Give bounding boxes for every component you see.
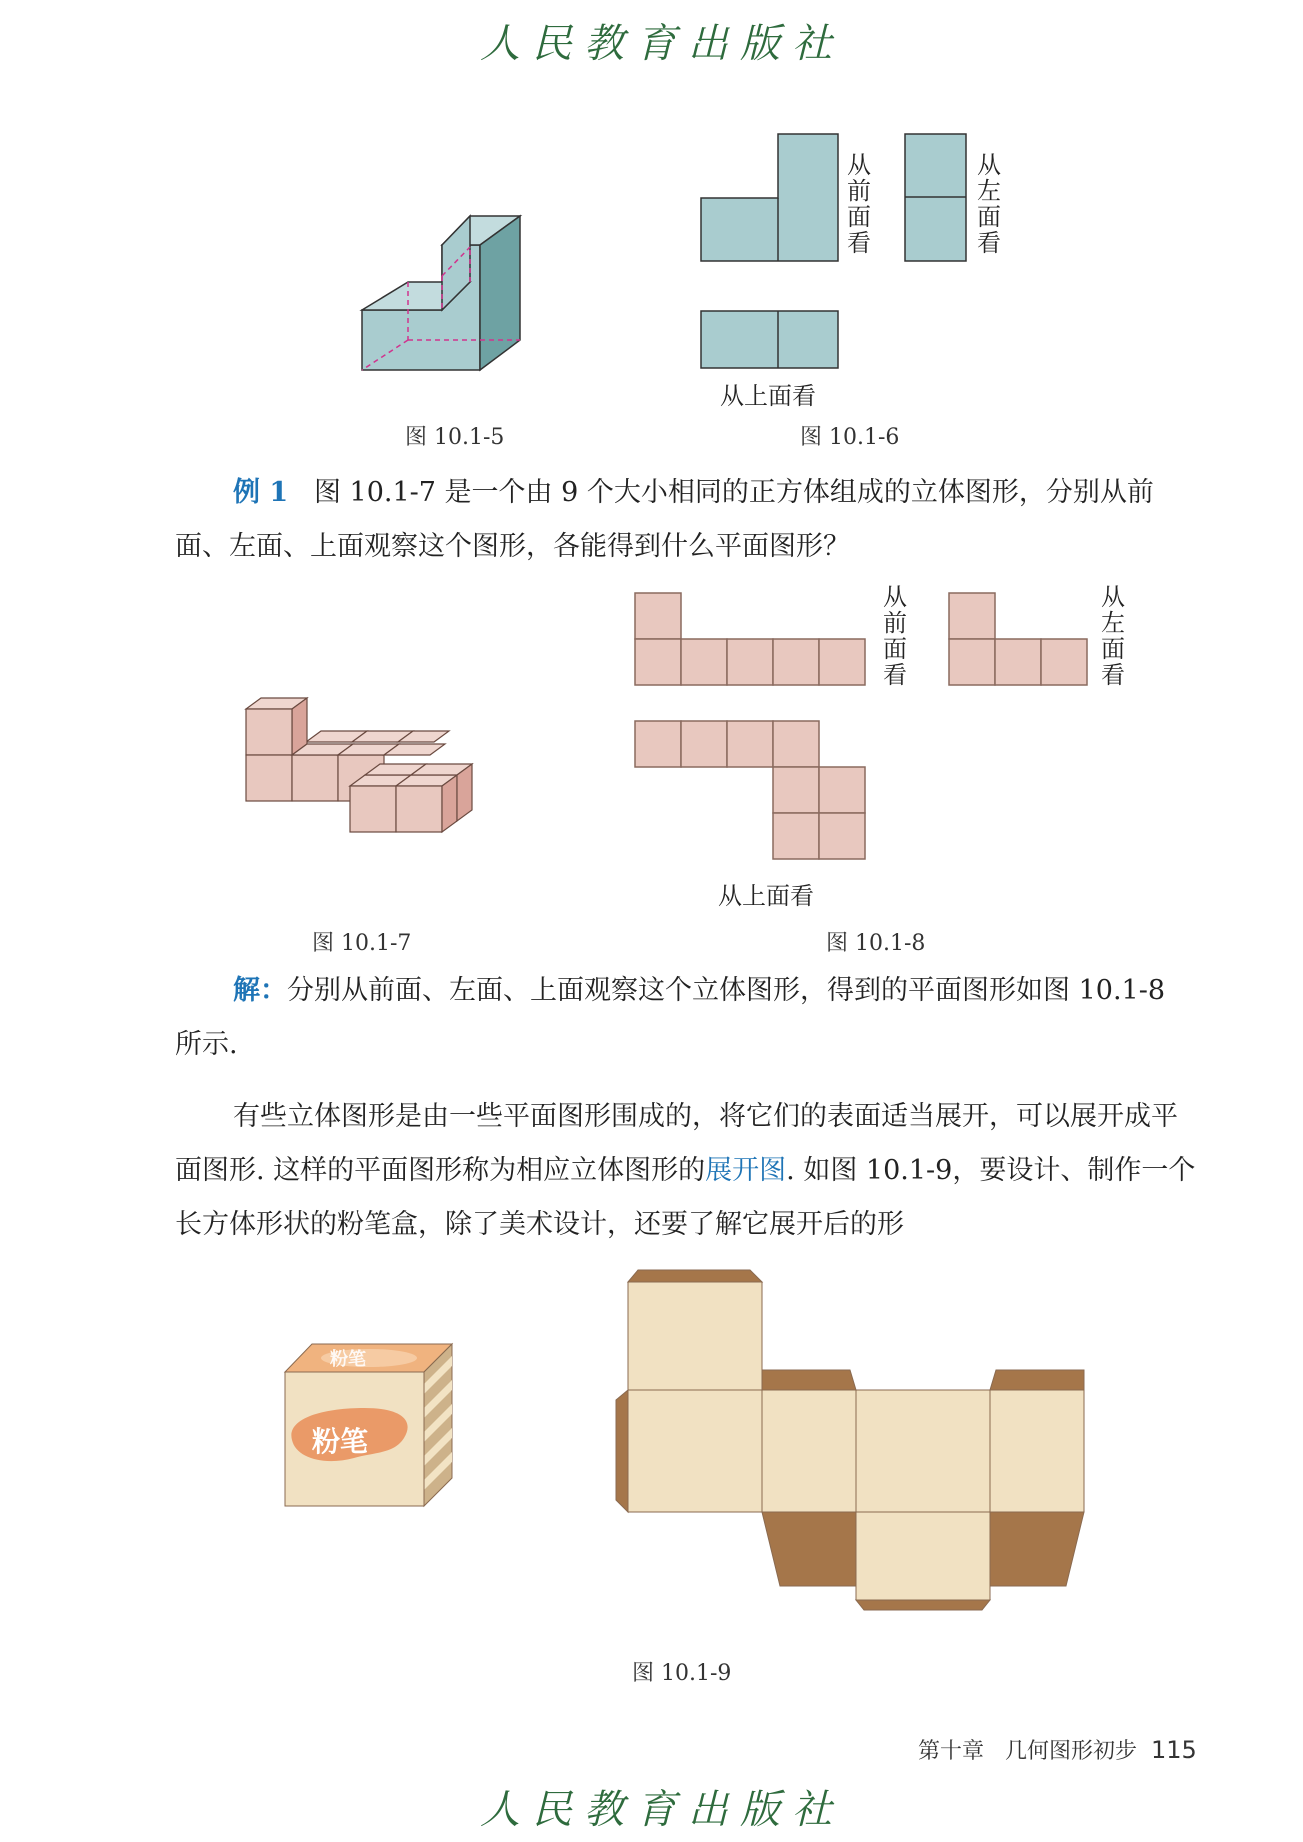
left-view-label: 从左面看: [977, 151, 1001, 257]
publisher-header: 人民教育出版社: [480, 21, 844, 67]
chalk-box-figure: [284, 1340, 454, 1510]
figure-10-1-5-caption: 图 10.1-5: [405, 425, 505, 450]
figure-10-1-7: [240, 695, 490, 845]
figure-10-1-9-caption: 图 10.1-9: [632, 1661, 732, 1686]
figure-10-1-6-front-view: [700, 133, 840, 263]
net-paragraph-before: 有些立体图形是由一些平面图形围成的，将它们的表面适当展开，可以展开成平面图形. 这样的平面图形称为相应立体图形的: [175, 1101, 1178, 1186]
net-term: 展开图: [705, 1155, 787, 1186]
top-view-label: 从上面看: [720, 382, 816, 410]
net-paragraph-after: . 如图 10.1-9，要设计、制作一个长方体形状的粉笔盒，除了美术设计，还要了解它展开后的形: [175, 1155, 1196, 1240]
figure-10-1-5: [360, 212, 560, 372]
figure-10-1-8-top-view: [634, 720, 869, 862]
page-number: 115: [1151, 1736, 1197, 1764]
chalk-box-label: 粉笔: [312, 1425, 369, 1458]
solution-paragraph: [175, 964, 1197, 1072]
figure-10-1-6-caption: 图 10.1-6: [800, 425, 900, 450]
figure-10-1-7-caption: 图 10.1-7: [312, 931, 412, 956]
figure-10-1-8-front-view: [634, 592, 869, 688]
fig8-front-view-label: 从前面看: [883, 583, 907, 689]
example-1-paragraph: [175, 466, 1197, 574]
chapter-label: 第十章: [918, 1739, 985, 1764]
publisher-footer: 人民教育出版社: [480, 1787, 844, 1833]
chalk-box-top-label: 粉笔: [330, 1349, 366, 1370]
page-footer: [918, 1734, 1197, 1765]
fig8-left-view-label: 从左面看: [1101, 583, 1125, 689]
chapter-title: 几何图形初步: [1005, 1739, 1138, 1764]
example-text: 图 10.1-7 是一个由 9 个大小相同的正方体组成的立体图形，分别从前面、左面、上面观察这个图形，各能得到什么平面图形？: [175, 477, 1154, 562]
solution-label: 解：: [233, 975, 287, 1006]
figure-10-1-6-left-view: [904, 133, 968, 263]
figure-10-1-6-top-view: [700, 310, 840, 370]
solution-text: 分别从前面、左面、上面观察这个立体图形，得到的平面图形如图 10.1-8 所示.: [175, 975, 1165, 1060]
figure-10-1-8-caption: 图 10.1-8: [826, 931, 926, 956]
figure-10-1-8-left-view: [948, 592, 1090, 688]
example-label: 例 1: [233, 477, 289, 508]
chalk-box-net-figure: [610, 1268, 1090, 1613]
front-view-label: 从前面看: [847, 151, 871, 257]
net-paragraph: [175, 1090, 1197, 1252]
fig8-top-view-label: 从上面看: [718, 882, 814, 910]
